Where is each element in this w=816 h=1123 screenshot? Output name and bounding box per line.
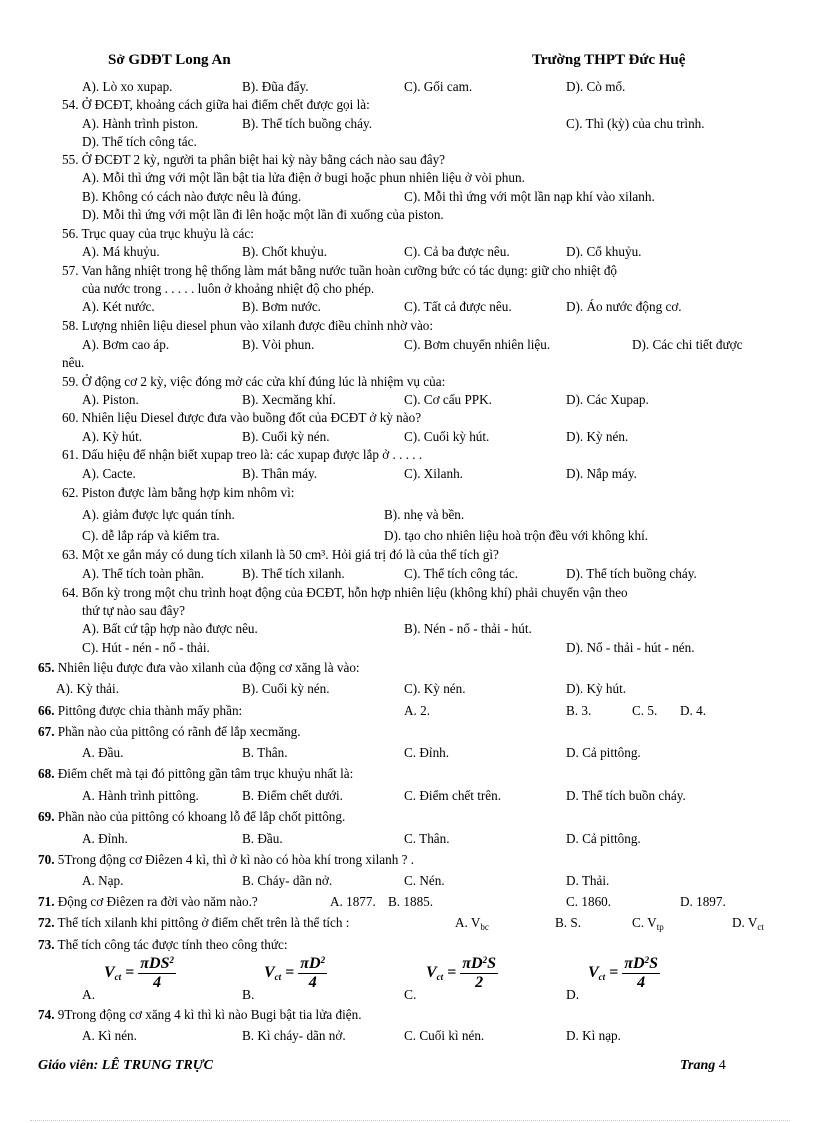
cell-text: A. Đỉnh. xyxy=(82,831,128,846)
footer-page-label: Trang xyxy=(680,1058,719,1073)
cell-text: C). Cuối kỳ hút. xyxy=(404,429,490,444)
text-cell xyxy=(82,280,374,297)
cell-text: D). Các Xupap. xyxy=(566,392,649,407)
cell-text: C. 5. xyxy=(632,703,658,718)
denominator: 2 xyxy=(475,974,484,991)
question-stem xyxy=(38,723,301,740)
cell-text: D. 4. xyxy=(680,703,707,718)
cell-text: C). Mỗi thì ứng với một lần nạp khí vào xilanh. xyxy=(404,189,655,204)
cell-text: C). Thể tích công tác. xyxy=(404,566,519,581)
cell-text: D). Nổ - thải - hút - nén. xyxy=(566,640,695,655)
text-cell xyxy=(455,914,489,936)
cell-text: B. Điểm chết dưới. xyxy=(242,788,343,803)
text-cell xyxy=(62,484,294,501)
cell-text: C). Xilanh. xyxy=(404,466,463,481)
cell-text: A. 1877. xyxy=(330,894,376,909)
text-cell xyxy=(566,744,641,761)
cell-text: A. V xyxy=(455,915,481,930)
equals-sign: = xyxy=(605,964,623,982)
question-stem xyxy=(38,702,242,719)
numerator xyxy=(138,955,176,974)
formula-option xyxy=(404,955,554,1005)
text-cell xyxy=(566,872,609,889)
text-cell xyxy=(404,1027,484,1044)
cell-text: B). Thân máy. xyxy=(242,466,318,481)
cell-text: B). Vòi phun. xyxy=(242,337,315,352)
cell-text: 59. Ở động cơ 2 kỳ, việc đóng mở các cửa khí đúng lúc là nhiệm vụ của: xyxy=(62,374,446,389)
text-cell xyxy=(384,527,648,544)
cell-text: D. Kì nạp. xyxy=(566,1028,621,1043)
text-cell xyxy=(566,680,626,697)
text-cell xyxy=(82,206,444,223)
cell-text: A). Lò xo xupap. xyxy=(82,79,173,94)
text-cell xyxy=(82,744,123,761)
numerator-exponent: 2 xyxy=(644,955,650,965)
text-cell xyxy=(566,565,697,582)
formula-option xyxy=(566,955,716,1005)
cell-text: D). Thể tích buồng cháy. xyxy=(566,566,697,581)
text-cell xyxy=(82,336,169,353)
header-school-name: Trường THPT Đức Huệ xyxy=(532,52,686,68)
text-cell xyxy=(555,914,581,931)
text-cell xyxy=(242,391,336,408)
text-cell xyxy=(632,336,742,353)
cell-text: C). Thì (kỳ) của chu trình. xyxy=(566,116,705,131)
cell-text: Điểm chết mà tại đó pittông gần tâm trục khuỷu nhất là: xyxy=(54,766,354,781)
question-stem xyxy=(38,1006,362,1023)
cell-text: B. Cháy- dãn nở. xyxy=(242,873,333,888)
question-stem xyxy=(38,851,414,868)
text-cell xyxy=(62,96,370,113)
text-cell xyxy=(404,744,449,761)
footer-page-number: 4 xyxy=(718,1058,726,1073)
cell-text: D). Cổ khuỷu. xyxy=(566,244,642,259)
cell-text: 61. Dấu hiệu để nhận biết xupap treo là: các xupap được lắp ở . . . . . xyxy=(62,447,423,462)
text-cell xyxy=(82,188,301,205)
text-cell xyxy=(242,428,330,445)
cell-text: C. Điểm chết trên. xyxy=(404,788,502,803)
cell-text: 64. Bốn kỳ trong một chu trình hoạt động của ĐCĐT, hỗn hợp nhiên liệu (không khí) phải chuyển vận theo xyxy=(62,585,628,600)
cell-text: D). Thể tích công tác. xyxy=(82,134,197,149)
text-cell xyxy=(242,243,327,260)
text-cell xyxy=(62,446,422,463)
cell-text: A). Piston. xyxy=(82,392,139,407)
text-cell xyxy=(62,225,254,242)
text-cell xyxy=(330,893,376,910)
cell-text: D). tạo cho nhiên liệu hoà trộn đều với không khí. xyxy=(384,528,649,543)
cell-text: B. Kì cháy- dãn nở. xyxy=(242,1028,346,1043)
cell-text: D. Cả pittông. xyxy=(566,745,641,760)
text-cell xyxy=(242,872,332,889)
cell-text: A). giảm được lực quán tính. xyxy=(82,507,235,522)
cell-text: D). Kỳ hút. xyxy=(566,681,627,696)
text-cell xyxy=(566,115,705,132)
text-cell xyxy=(62,151,445,168)
text-cell xyxy=(82,506,235,523)
cell-text: A). Mỗi thì ứng với một lần bật tia lửa điện ở bugi hoặc phun nhiên liệu ở vòi phun. xyxy=(82,170,525,185)
cell-text: C). Hút - nén - nổ - thải. xyxy=(82,640,210,655)
cell-text: D). Cò mổ. xyxy=(566,79,626,94)
text-cell xyxy=(62,584,628,601)
formula-lhs-sub: ct xyxy=(436,972,444,983)
cell-text: 9Trong động cơ xăng 4 kì thì kì nào Bugi bật tia lửa điện. xyxy=(54,1007,362,1022)
question-stem xyxy=(38,659,360,676)
cell-text: Pittông được chia thành mấy phần: xyxy=(54,703,243,718)
text-cell xyxy=(242,565,345,582)
text-cell xyxy=(404,336,550,353)
cell-text: D. V xyxy=(732,915,758,930)
cell-text: C). Gối cam. xyxy=(404,79,473,94)
cell-text: B). Chốt khuỷu. xyxy=(242,244,327,259)
text-cell xyxy=(82,620,258,637)
numerator-base: πD xyxy=(624,955,645,972)
text-cell xyxy=(62,373,445,390)
cell-text: A). Bất cứ tập hợp nào được nêu. xyxy=(82,621,258,636)
subscript: ct xyxy=(757,922,764,932)
question-number: 69. xyxy=(38,809,55,824)
text-cell xyxy=(566,428,628,445)
cell-text: A. 2. xyxy=(404,703,431,718)
formula-expression xyxy=(264,955,327,992)
text-cell xyxy=(82,391,139,408)
question-number: 68. xyxy=(38,766,55,781)
subscript: bc xyxy=(480,922,489,932)
text-cell xyxy=(566,78,625,95)
numerator-tail: S xyxy=(649,955,658,972)
denominator: 4 xyxy=(308,974,317,991)
cell-text: 60. Nhiên liệu Diesel được đưa vào buồng đốt của ĐCĐT ở kỳ nào? xyxy=(62,410,422,425)
cell-text: B). nhẹ và bền. xyxy=(384,507,465,522)
text-cell xyxy=(680,702,706,719)
formula-lhs: V xyxy=(588,964,599,982)
text-cell xyxy=(404,391,492,408)
text-cell xyxy=(404,298,512,315)
footer-teacher: Giáo viên: LÊ TRUNG TRỰC xyxy=(38,1058,213,1073)
cell-text: D). Nắp máy. xyxy=(566,466,637,481)
formula-lhs-sub: ct xyxy=(274,972,282,983)
cell-text: B. S. xyxy=(555,915,582,930)
bottom-divider xyxy=(30,1120,790,1121)
cell-text: Phần nào của pittông có khoang lỗ để lắp chốt pittông. xyxy=(54,809,346,824)
fraction xyxy=(460,955,498,992)
cell-text: D. Thải. xyxy=(566,873,610,888)
denominator: 4 xyxy=(153,974,162,991)
text-cell xyxy=(82,298,155,315)
formula-lhs-sub: ct xyxy=(598,972,606,983)
text-cell xyxy=(404,830,450,847)
cell-text: 62. Piston được làm bằng hợp kim nhôm vì: xyxy=(62,485,295,500)
cell-text: A. Đầu. xyxy=(82,745,124,760)
cell-text: B. Đầu. xyxy=(242,831,283,846)
cell-text: Động cơ Điêzen ra đời vào năm nào.? xyxy=(54,894,258,909)
cell-text: A). Két nước. xyxy=(82,299,155,314)
cell-text: D. 1897. xyxy=(680,894,726,909)
text-cell xyxy=(242,1027,346,1044)
cell-text: B). Thể tích buồng cháy. xyxy=(242,116,373,131)
cell-text: 57. Van hằng nhiệt trong hệ thống làm mát bằng nước tuần hoàn cưỡng bức có tác dụng: giữ cho nhiệt độ xyxy=(62,263,618,278)
text-cell xyxy=(632,914,664,936)
text-cell xyxy=(566,893,611,910)
formula-lhs: V xyxy=(264,964,275,982)
fraction xyxy=(298,955,327,992)
text-cell xyxy=(566,639,695,656)
numerator-base: πD xyxy=(462,955,483,972)
text-cell xyxy=(82,602,185,619)
formula-lhs: V xyxy=(104,964,115,982)
text-cell xyxy=(404,188,655,205)
cell-text: D). Mỗi thì ứng với một lần đi lên hoặc một lần đi xuống của piston. xyxy=(82,207,444,222)
cell-text: thứ tự nào sau đây? xyxy=(82,603,185,618)
cell-text: B). Bơm nước. xyxy=(242,299,321,314)
cell-text: C. Cuối kì nén. xyxy=(404,1028,485,1043)
cell-text: D). Các chi tiết được xyxy=(632,337,743,352)
numerator xyxy=(460,955,498,974)
text-cell xyxy=(404,428,489,445)
question-number: 67. xyxy=(38,724,55,739)
text-cell xyxy=(242,298,321,315)
cell-text: C). Kỳ nén. xyxy=(404,681,466,696)
question-number: 66. xyxy=(38,703,55,718)
question-number: 72. xyxy=(38,915,55,930)
text-cell xyxy=(62,354,84,371)
cell-text: của nước trong . . . . . luôn ở khoảng nhiệt độ cho phép. xyxy=(82,281,375,296)
text-cell xyxy=(242,336,314,353)
question-stem xyxy=(38,914,349,931)
cell-text: B). Cuối kỳ nén. xyxy=(242,429,330,444)
question-number: 74. xyxy=(38,1007,55,1022)
cell-text: C). Cơ cấu PPK. xyxy=(404,392,492,407)
text-cell xyxy=(404,872,445,889)
cell-text: 63. Một xe gắn máy có dung tích xilanh là 50 cm³. Hỏi giá trị đó là của thể tích gì? xyxy=(62,547,499,562)
cell-text: A). Bơm cao áp. xyxy=(82,337,170,352)
text-cell xyxy=(242,78,309,95)
text-cell xyxy=(62,317,433,334)
numerator xyxy=(622,955,660,974)
cell-text: B. 1885. xyxy=(388,894,434,909)
cell-text: Nhiên liệu được đưa vào xilanh của động cơ xăng là vào: xyxy=(54,660,360,675)
formula-lhs-sub: ct xyxy=(114,972,122,983)
text-cell xyxy=(82,465,136,482)
text-cell xyxy=(82,78,172,95)
text-cell xyxy=(242,787,343,804)
formula-expression xyxy=(426,955,498,992)
text-cell xyxy=(404,680,466,697)
text-cell xyxy=(82,565,204,582)
text-cell xyxy=(82,169,525,186)
cell-text: B). Đũa đẩy. xyxy=(242,79,309,94)
text-cell xyxy=(62,262,617,279)
fraction xyxy=(622,955,660,992)
formula-option xyxy=(82,955,232,1005)
text-cell xyxy=(242,830,283,847)
question-stem xyxy=(38,893,258,910)
cell-text: A). Hành trình piston. xyxy=(82,116,199,131)
text-cell xyxy=(566,702,591,719)
cell-text: 5Trong động cơ Điêzen 4 kì, thì ở kì nào có hòa khí trong xilanh ? . xyxy=(54,852,415,867)
cell-text: B). Xecmăng khí. xyxy=(242,392,336,407)
text-cell xyxy=(82,243,160,260)
text-cell xyxy=(566,465,637,482)
question-number: 70. xyxy=(38,852,55,867)
cell-text: D. Thể tích buồn cháy. xyxy=(566,788,686,803)
question-stem xyxy=(38,808,345,825)
formula-label: B. xyxy=(242,987,255,1002)
cell-text: D. Cả pittông. xyxy=(566,831,641,846)
text-cell xyxy=(404,78,472,95)
cell-text: B). Thể tích xilanh. xyxy=(242,566,345,581)
cell-text: 54. Ở ĐCĐT, khoảng cách giữa hai điểm chết được gọi là: xyxy=(62,97,370,112)
text-cell xyxy=(82,1027,137,1044)
question-stem xyxy=(38,936,288,953)
formula-label: C. xyxy=(404,987,417,1002)
text-cell xyxy=(82,830,128,847)
text-cell xyxy=(82,133,197,150)
text-cell xyxy=(566,243,641,260)
cell-text: C). Cả ba được nêu. xyxy=(404,244,510,259)
cell-text: A. Nạp. xyxy=(82,873,124,888)
text-cell xyxy=(680,893,726,910)
cell-text: C). Bơm chuyển nhiên liệu. xyxy=(404,337,551,352)
equals-sign: = xyxy=(281,964,299,982)
text-cell xyxy=(82,639,210,656)
cell-text: D). Kỳ nén. xyxy=(566,429,629,444)
text-cell xyxy=(404,243,510,260)
text-cell xyxy=(404,620,532,637)
text-cell xyxy=(566,787,686,804)
text-cell xyxy=(82,428,142,445)
numerator-tail: S xyxy=(487,955,496,972)
denominator: 4 xyxy=(637,974,646,991)
formula-label: D. xyxy=(566,987,580,1002)
question-number: 65. xyxy=(38,660,55,675)
cell-text: 56. Trục quay của trục khuỷu là các: xyxy=(62,226,254,241)
formula-label: A. xyxy=(82,987,96,1002)
formula-expression xyxy=(588,955,660,992)
cell-text: A. Hành trình pittông. xyxy=(82,788,199,803)
question-stem xyxy=(38,765,353,782)
question-number: 73. xyxy=(38,937,55,952)
numerator-exponent: 2 xyxy=(320,955,326,965)
numerator-base: πD xyxy=(300,955,321,972)
text-cell xyxy=(404,702,430,719)
text-cell xyxy=(404,787,501,804)
numerator xyxy=(298,955,327,974)
text-cell xyxy=(82,115,198,132)
cell-text: C. 1860. xyxy=(566,894,612,909)
text-cell xyxy=(566,1027,621,1044)
text-cell xyxy=(82,787,199,804)
cell-text: C. V xyxy=(632,915,657,930)
cell-text: 55. Ở ĐCĐT 2 kỳ, người ta phân biệt hai kỳ này bằng cách nào sau đây? xyxy=(62,152,446,167)
numerator-exponent: 2 xyxy=(482,955,488,965)
text-cell xyxy=(404,565,518,582)
cell-text: B. 3. xyxy=(566,703,592,718)
cell-text: C. Đỉnh. xyxy=(404,745,450,760)
fraction xyxy=(138,955,176,992)
cell-text: Phần nào của pittông có rãnh để lắp xecmăng. xyxy=(54,724,301,739)
text-cell xyxy=(384,506,464,523)
text-cell xyxy=(242,744,288,761)
cell-text: A). Kỳ thải. xyxy=(56,681,119,696)
cell-text: A). Thể tích toàn phần. xyxy=(82,566,205,581)
text-cell xyxy=(242,465,317,482)
cell-text: D). Áo nước động cơ. xyxy=(566,299,682,314)
text-cell xyxy=(566,830,641,847)
formula-expression xyxy=(104,955,176,992)
footer-page xyxy=(680,1058,726,1074)
cell-text: A). Kỳ hút. xyxy=(82,429,143,444)
header-school-dept: Sở GDĐT Long An xyxy=(108,52,231,68)
text-cell xyxy=(388,893,433,910)
text-cell xyxy=(56,680,119,697)
text-cell xyxy=(82,872,123,889)
cell-text: 58. Lượng nhiên liệu diesel phun vào xilanh được điều chỉnh nhờ vào: xyxy=(62,318,434,333)
cell-text: A). Má khuỷu. xyxy=(82,244,160,259)
text-cell xyxy=(632,702,657,719)
text-cell xyxy=(82,527,220,544)
numerator-exponent: 2 xyxy=(169,955,174,965)
formula-option xyxy=(242,955,392,1005)
cell-text: C. Nén. xyxy=(404,873,445,888)
cell-text: A). Cacte. xyxy=(82,466,136,481)
cell-text: B. Thân. xyxy=(242,745,288,760)
cell-text: C). Tất cả được nêu. xyxy=(404,299,512,314)
question-number: 71. xyxy=(38,894,55,909)
text-cell xyxy=(242,115,372,132)
cell-text: Thể tích công tác được tính theo công thức: xyxy=(54,937,288,952)
cell-text: C). dễ lắp ráp và kiểm tra. xyxy=(82,528,220,543)
equals-sign: = xyxy=(443,964,461,982)
numerator-base: πDS xyxy=(140,955,170,972)
text-cell xyxy=(566,391,649,408)
cell-text: B). Cuối kỳ nén. xyxy=(242,681,330,696)
cell-text: nêu. xyxy=(62,355,85,370)
cell-text: B). Không có cách nào được nêu là đúng. xyxy=(82,189,302,204)
text-cell xyxy=(62,546,499,563)
text-cell xyxy=(62,409,421,426)
cell-text: C. Thân. xyxy=(404,831,450,846)
text-cell xyxy=(732,914,764,936)
subscript: tp xyxy=(656,922,664,932)
cell-text: Thể tích xilanh khi pittông ở điểm chết trên là thể tích : xyxy=(54,915,350,930)
cell-text: A. Kì nén. xyxy=(82,1028,137,1043)
text-cell xyxy=(404,465,463,482)
cell-text: B). Nén - nổ - thải - hút. xyxy=(404,621,532,636)
equals-sign: = xyxy=(121,964,139,982)
formula-lhs: V xyxy=(426,964,437,982)
text-cell xyxy=(242,680,330,697)
text-cell xyxy=(566,298,682,315)
